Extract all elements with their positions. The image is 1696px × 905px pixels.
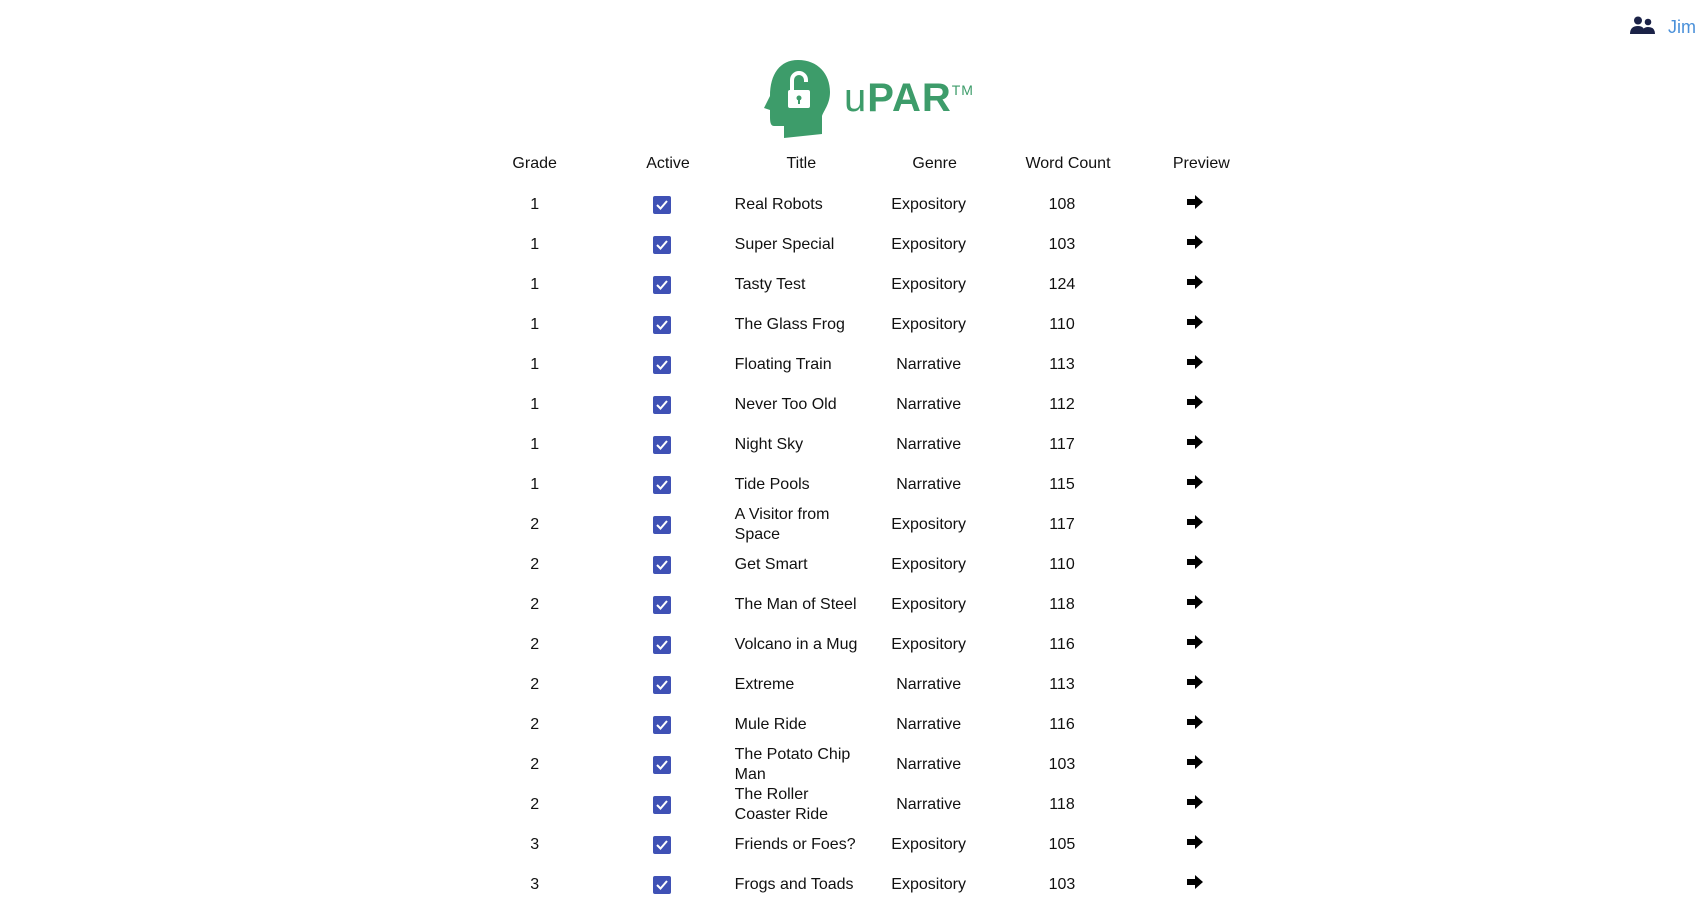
word-count-cell: 117 [1049, 436, 1075, 453]
active-cell [601, 705, 734, 745]
grade-cell: 2 [530, 596, 540, 613]
preview-cell [1135, 225, 1268, 265]
active-checkbox[interactable] [653, 836, 671, 854]
word-count-cell: 117 [1049, 516, 1075, 533]
genre-cell: Narrative [896, 356, 962, 373]
title-cell: Extreme [734, 676, 795, 693]
grade-cell: 1 [530, 316, 540, 333]
word-count-cell: 112 [1049, 396, 1075, 413]
arrow-right-icon[interactable] [1187, 475, 1203, 495]
genre-cell: Narrative [896, 436, 962, 453]
preview-cell [1135, 345, 1268, 385]
active-cell [601, 585, 734, 625]
active-cell [601, 545, 734, 585]
people-icon [1630, 16, 1656, 39]
active-checkbox[interactable] [653, 716, 671, 734]
active-cell [601, 625, 734, 665]
word-count-cell: 118 [1049, 596, 1075, 613]
grade-cell: 2 [530, 556, 540, 573]
genre-cell: Expository [891, 276, 966, 293]
word-count-cell: 105 [1048, 836, 1076, 853]
word-count-cell: 103 [1048, 876, 1076, 893]
column-header-active: Active [646, 155, 690, 172]
word-count-cell: 116 [1049, 716, 1075, 733]
head-lock-icon [764, 58, 832, 138]
active-cell [601, 825, 734, 865]
active-checkbox[interactable] [653, 276, 671, 294]
title-cell: Night Sky [734, 436, 804, 453]
table-row [468, 345, 1268, 385]
grade-cell: 2 [530, 756, 540, 773]
grade-cell: 1 [530, 436, 540, 453]
column-header-grade: Grade [512, 155, 557, 172]
genre-cell: Expository [891, 556, 966, 573]
title-cell: Mule Ride [734, 716, 807, 733]
table-row [468, 745, 1268, 785]
genre-cell: Narrative [896, 716, 962, 733]
arrow-right-icon[interactable] [1187, 835, 1203, 855]
grade-cell: 2 [530, 676, 540, 693]
title-cell: The Man of Steel [734, 596, 857, 613]
title-cell: Volcano in a Mug [734, 636, 858, 653]
preview-cell [1135, 305, 1268, 345]
grade-cell: 3 [530, 836, 540, 853]
active-cell [601, 185, 734, 225]
active-checkbox[interactable] [653, 516, 671, 534]
active-checkbox[interactable] [653, 556, 671, 574]
genre-cell: Expository [891, 516, 966, 533]
arrow-right-icon[interactable] [1187, 275, 1203, 295]
genre-cell: Narrative [896, 676, 962, 693]
preview-cell [1135, 425, 1268, 465]
table-row [468, 665, 1268, 705]
upar-logo: uPAR™ [764, 58, 974, 138]
title-cell: Frogs and Toads [734, 876, 854, 893]
table-row [468, 785, 1268, 825]
preview-cell [1135, 785, 1268, 825]
active-cell [601, 505, 734, 545]
table-row [468, 305, 1268, 345]
arrow-right-icon[interactable] [1187, 795, 1203, 815]
active-cell [601, 425, 734, 465]
preview-cell [1135, 385, 1268, 425]
arrow-right-icon[interactable] [1187, 235, 1203, 255]
active-cell [601, 465, 734, 505]
title-cell: Get Smart [734, 556, 808, 573]
title-cell: Never Too Old [734, 396, 837, 413]
active-checkbox[interactable] [653, 356, 671, 374]
active-checkbox[interactable] [653, 676, 671, 694]
genre-cell: Narrative [896, 796, 962, 813]
grade-cell: 2 [530, 716, 540, 733]
table-row [468, 865, 1268, 905]
title-cell: Tasty Test [734, 276, 806, 293]
table-row [468, 465, 1268, 505]
active-checkbox[interactable] [653, 396, 671, 414]
arrow-right-icon[interactable] [1187, 435, 1203, 455]
table-row [468, 225, 1268, 265]
genre-cell: Expository [891, 236, 966, 253]
grade-cell: 2 [530, 796, 540, 813]
table-row [468, 625, 1268, 665]
arrow-right-icon[interactable] [1187, 395, 1203, 415]
preview-cell [1135, 865, 1268, 905]
active-cell [601, 865, 734, 905]
table-row [468, 265, 1268, 305]
genre-cell: Expository [891, 836, 966, 853]
genre-cell: Narrative [896, 476, 962, 493]
arrow-right-icon[interactable] [1187, 355, 1203, 375]
arrow-right-icon[interactable] [1187, 675, 1203, 695]
title-cell: Friends or Foes? [734, 836, 856, 853]
preview-cell [1135, 185, 1268, 225]
preview-cell [1135, 665, 1268, 705]
word-count-cell: 110 [1049, 316, 1075, 333]
grade-cell: 2 [530, 636, 540, 653]
table-row [468, 185, 1268, 225]
preview-cell [1135, 545, 1268, 585]
table-row [468, 585, 1268, 625]
grade-cell: 1 [530, 236, 540, 253]
active-cell [601, 785, 734, 825]
genre-cell: Expository [891, 636, 966, 653]
word-count-cell: 115 [1049, 476, 1075, 493]
active-checkbox[interactable] [653, 596, 671, 614]
grade-cell: 1 [530, 276, 540, 293]
word-count-cell: 116 [1049, 636, 1075, 653]
preview-cell [1135, 265, 1268, 305]
word-count-cell: 113 [1049, 356, 1075, 373]
preview-cell [1135, 745, 1268, 785]
genre-cell: Expository [891, 316, 966, 333]
table-row [468, 705, 1268, 745]
grade-cell: 1 [530, 196, 540, 213]
word-count-cell: 113 [1049, 676, 1075, 693]
arrow-right-icon[interactable] [1187, 515, 1203, 535]
table-row [468, 505, 1268, 545]
grade-cell: 1 [530, 396, 540, 413]
grade-cell: 2 [530, 516, 540, 533]
grade-cell: 1 [530, 356, 540, 373]
table-row [468, 425, 1268, 465]
arrow-right-icon[interactable] [1187, 595, 1203, 615]
column-header-word-count: Word Count [1025, 155, 1111, 172]
arrow-right-icon[interactable] [1187, 195, 1203, 215]
active-checkbox[interactable] [653, 756, 671, 774]
column-header-title: Title [786, 155, 817, 172]
preview-cell [1135, 705, 1268, 745]
title-cell: The Roller Coaster Ride [734, 786, 829, 823]
title-cell: Floating Train [734, 356, 832, 373]
active-checkbox[interactable] [653, 236, 671, 254]
arrow-right-icon[interactable] [1187, 635, 1203, 655]
word-count-cell: 124 [1048, 276, 1076, 293]
title-cell: The Potato Chip Man [734, 746, 851, 783]
active-checkbox[interactable] [653, 436, 671, 454]
active-checkbox[interactable] [653, 316, 671, 334]
genre-cell: Narrative [896, 756, 962, 773]
table-row [468, 545, 1268, 585]
active-cell [601, 385, 734, 425]
genre-cell: Expository [891, 876, 966, 893]
active-cell [601, 665, 734, 705]
arrow-right-icon[interactable] [1187, 555, 1203, 575]
preview-cell [1135, 585, 1268, 625]
arrow-right-icon[interactable] [1187, 755, 1203, 775]
title-cell: The Glass Frog [734, 316, 845, 333]
preview-cell [1135, 825, 1268, 865]
title-cell: Real Robots [734, 196, 823, 213]
word-count-cell: 118 [1049, 796, 1075, 813]
table-row [468, 385, 1268, 425]
active-cell [601, 305, 734, 345]
active-cell [601, 265, 734, 305]
active-checkbox[interactable] [653, 196, 671, 214]
active-checkbox[interactable] [653, 476, 671, 494]
genre-cell: Expository [891, 196, 966, 213]
passages-table [468, 143, 1268, 905]
preview-cell [1135, 625, 1268, 665]
title-cell: A Visitor from Space [734, 506, 830, 543]
arrow-right-icon[interactable] [1187, 315, 1203, 335]
active-cell [601, 225, 734, 265]
word-count-cell: 103 [1048, 236, 1076, 253]
user-name[interactable]: Jim [1668, 17, 1696, 37]
preview-cell [1135, 465, 1268, 505]
grade-cell: 3 [530, 876, 540, 893]
active-checkbox[interactable] [653, 876, 671, 894]
title-cell: Super Special [734, 236, 835, 253]
user-menu[interactable] [1630, 16, 1696, 39]
active-cell [601, 345, 734, 385]
active-checkbox[interactable] [653, 796, 671, 814]
genre-cell: Expository [891, 596, 966, 613]
table-row [468, 825, 1268, 865]
active-checkbox[interactable] [653, 636, 671, 654]
arrow-right-icon[interactable] [1187, 715, 1203, 735]
genre-cell: Narrative [896, 396, 962, 413]
column-header-genre: Genre [912, 155, 957, 172]
active-cell [601, 745, 734, 785]
column-header-preview: Preview [1172, 155, 1230, 172]
word-count-cell: 110 [1049, 556, 1075, 573]
word-count-cell: 108 [1048, 196, 1076, 213]
grade-cell: 1 [530, 476, 540, 493]
title-cell: Tide Pools [734, 476, 810, 493]
preview-cell [1135, 505, 1268, 545]
arrow-right-icon[interactable] [1187, 875, 1203, 895]
word-count-cell: 103 [1048, 756, 1076, 773]
